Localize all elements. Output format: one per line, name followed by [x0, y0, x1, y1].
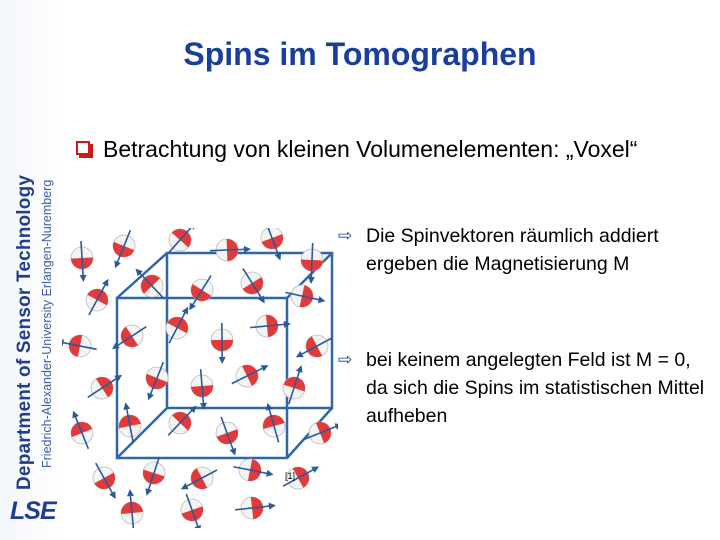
spin-sphere	[62, 331, 99, 361]
spin-sphere	[106, 317, 152, 358]
spin-sphere	[231, 456, 275, 485]
lse-logo: LSE	[10, 497, 56, 525]
spin-sphere	[249, 313, 292, 339]
spin-sphere	[119, 488, 145, 528]
sub-bullet-text: Die Spinvektoren räumlich addiert ergeben die Magnetisierung M	[366, 225, 659, 275]
spin-sphere	[234, 494, 277, 520]
university-label: Friedrich-Alexander-University Erlangen-Nuremberg	[40, 179, 54, 468]
square-bullet-icon	[76, 141, 90, 155]
slide-title: Spins im Tomographen	[183, 36, 537, 72]
figure-reference: [1]	[285, 471, 296, 481]
spin-sphere	[159, 302, 197, 349]
arrow-bullet-icon: ⇨	[338, 226, 353, 245]
spin-sphere	[210, 238, 252, 262]
spin-sphere	[211, 323, 233, 364]
spin-sphere	[211, 413, 246, 459]
sub-bullet-2	[338, 346, 708, 430]
sub-bullet-text: bei keinem angelegten Feld ist M = 0, da sich die Spins im statistischen Mittel aufheben	[366, 349, 705, 427]
spin-sphere	[256, 228, 291, 264]
spin-sphere	[278, 362, 312, 408]
spin-sphere	[70, 240, 94, 282]
voxel-spin-illustration	[62, 228, 338, 528]
spin-sphere	[136, 453, 170, 499]
spin-sphere	[63, 407, 99, 453]
spin-sphere	[176, 460, 223, 499]
department-label: Department of Sensor Technology	[14, 174, 35, 490]
spin-sphere	[105, 228, 141, 272]
spin-sphere	[86, 458, 125, 505]
spin-sphere	[291, 328, 338, 367]
arrow-bullet-icon: ⇨	[338, 350, 353, 369]
spin-sphere	[257, 400, 289, 445]
spin-sphere	[300, 243, 324, 285]
sub-bullet-1	[338, 222, 708, 278]
spin-sphere	[82, 366, 128, 407]
spin-sphere	[79, 274, 118, 321]
spin-sphere	[300, 414, 338, 450]
spin-sphere	[115, 400, 144, 444]
main-bullet	[76, 132, 716, 166]
main-bullet-text: Betrachtung von kleinen Volumenelementen: „Voxel“	[103, 136, 638, 162]
spin-sphere	[227, 355, 274, 393]
spin-sphere	[234, 263, 274, 309]
spin-sphere	[190, 368, 215, 411]
spin-spheres	[62, 228, 338, 528]
sidebar-branding	[0, 0, 62, 540]
spin-sphere	[176, 490, 210, 528]
